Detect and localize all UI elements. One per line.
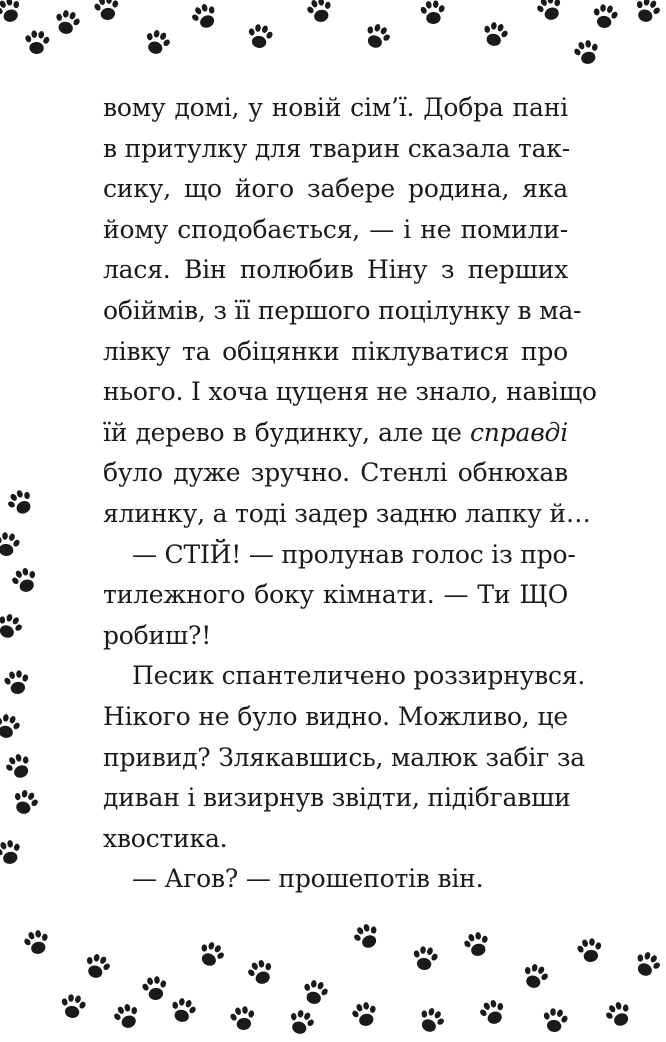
paw-print-icon	[474, 994, 512, 1032]
paw-print-icon	[531, 0, 569, 28]
paw-print-icon	[191, 935, 231, 975]
paw-print-icon	[243, 20, 278, 55]
text-line: ялинку, а тоді задер задню лапку й…	[103, 498, 591, 528]
paw-print-icon	[19, 925, 56, 962]
paw-print-icon	[297, 975, 334, 1012]
paw-print-icon	[573, 934, 608, 969]
paw-print-icon	[108, 998, 146, 1036]
text-line: обіймів, з її першого поцілунку в ма-	[103, 295, 582, 325]
paw-print-icon	[0, 709, 25, 746]
text-line: Нікого не було видно. Можливо, це	[103, 701, 568, 731]
paw-print-icon	[538, 1004, 573, 1039]
paw-print-icon	[90, 0, 125, 26]
paw-print-icon	[242, 954, 280, 992]
paw-print-icon	[459, 927, 496, 964]
paw-print-icon	[138, 972, 173, 1007]
text-line: привид? Злякавшись, малюк забіг за	[103, 742, 585, 772]
paw-print-icon	[49, 5, 86, 42]
text-line: сику, що його забере родина, яка	[103, 174, 568, 204]
paw-print-icon	[417, 0, 450, 29]
paw-print-icon	[302, 0, 339, 29]
paw-print-icon	[6, 784, 44, 822]
paw-print-icon	[357, 17, 397, 57]
paw-print-icon	[627, 945, 666, 985]
paw-print-icon	[0, 528, 24, 563]
paw-print-icon	[347, 917, 387, 957]
dialogue-line: — СТІЙ! — пролунав голос із про-	[132, 539, 576, 569]
text-line: робиш?!	[103, 620, 212, 650]
paw-print-icon	[516, 958, 554, 996]
paw-print-icon	[588, 0, 623, 34]
paw-print-icon	[408, 942, 443, 977]
text-line: нього. І хоча цуценя не знало, навіщо	[103, 377, 597, 407]
paw-print-icon	[0, 0, 28, 30]
paw-print-icon	[599, 995, 639, 1035]
paw-print-icon	[21, 27, 54, 60]
paragraph-start-line: Песик спантеличено роззирнувся.	[132, 661, 586, 691]
paw-print-icon	[282, 1004, 320, 1042]
paw-print-icon	[0, 666, 34, 701]
paw-print-icon	[347, 997, 384, 1034]
paw-print-icon	[78, 948, 116, 986]
paw-print-icon	[1, 483, 42, 524]
paw-print-icon	[56, 990, 91, 1025]
paw-print-icon	[411, 1001, 451, 1041]
text-line: йому сподобається, — і не помили-	[103, 214, 568, 244]
text-line	[103, 413, 568, 454]
text-line: тилежного боку кімнати. — Ти ЩО	[103, 580, 568, 610]
text-segment: їй дерево в будинку, але це	[103, 417, 470, 447]
paw-print-icon	[0, 835, 27, 872]
paw-print-icon	[569, 35, 606, 72]
dialogue-line: — Агов? — прошепотів він.	[132, 864, 484, 894]
text-line: в притулку для тварин сказала так-	[103, 133, 570, 163]
text-line: диван і визирнув звідти, підібгавши	[103, 783, 571, 813]
paw-print-icon	[6, 562, 44, 600]
text-line: хвостика.	[103, 823, 228, 853]
page-text	[103, 88, 597, 900]
paw-print-icon	[0, 607, 29, 647]
paw-print-icon	[138, 24, 176, 62]
paw-print-icon	[185, 0, 225, 37]
text-line: лівку та обіцянки піклуватися про	[103, 336, 568, 366]
paw-print-icon	[628, 0, 666, 30]
emphasized-word: справді	[469, 417, 568, 447]
text-line: було дуже зручно. Стенлі обнюхав	[103, 458, 568, 488]
paw-print-icon	[477, 17, 514, 54]
text-line: вому домі, у новій сім’ї. Добра пані	[103, 93, 568, 122]
text-line: лася. Він полюбив Ніну з перших	[103, 255, 568, 285]
paw-print-icon	[0, 747, 39, 787]
paw-print-icon	[226, 1002, 261, 1037]
